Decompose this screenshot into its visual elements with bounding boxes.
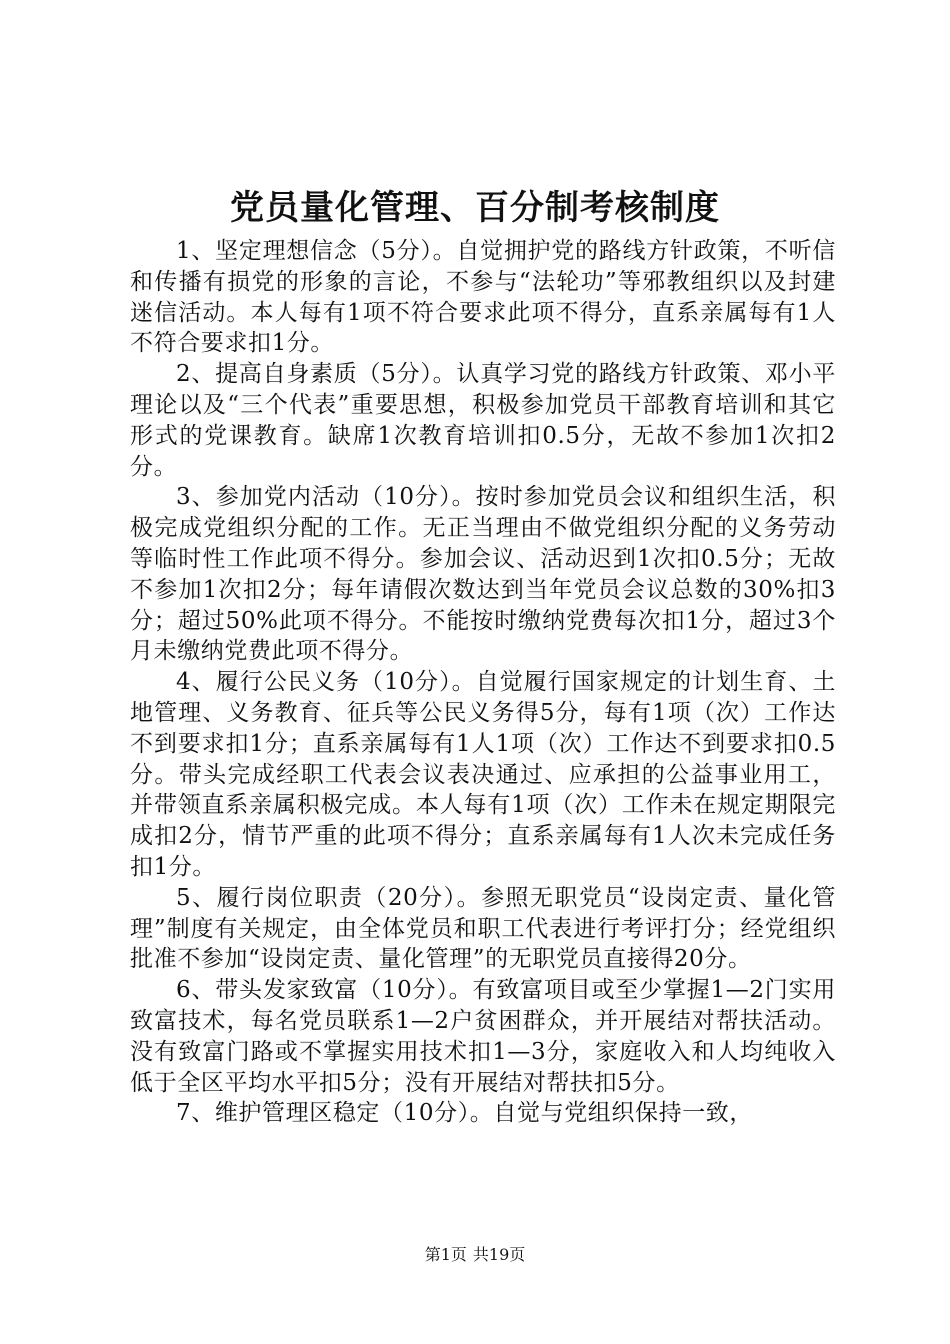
paragraph-item-2: 2、提高自身素质（5分）。认真学习党的路线方针政策、邓小平理论以及“三个代表”重要思想，积极参加党员干部教育培训和其它形式的党课教育。缺席1次教育培训扣0.5分，无故不参加1次扣2分。	[130, 361, 836, 480]
paragraph-item-4: 4、履行公民义务（10分）。自觉履行国家规定的计划生育、土地管理、义务教育、征兵等公民义务得5分，每有1项（次）工作达不到要求扣1分；直系亲属每有1人1项（次）工作达不到要求扣0.5分。带头完成经职工代表会议表决通过、应承担的公益事业用工，并带领直系亲属积极完成。本人每有1项（次）工作未在规定期限完成扣2分，情节严重的此项不得分；直系亲属每有1人次未完成任务扣1分。	[130, 669, 836, 880]
paragraph-item-7: 7、维护管理区稳定（10分）。自觉与党组织保持一致，	[176, 1100, 753, 1127]
paragraph-item-5: 5、履行岗位职责（20分）。参照无职党员“设岗定责、量化管理”制度有关规定，由全体党员和职工代表进行考评打分；经党组织批准不参加“设岗定责、量化管理”的无职党员直接得20分。	[130, 884, 836, 973]
page-number: 第1页	[424, 1245, 467, 1264]
paragraph-item-3: 3、参加党内活动（10分）。按时参加党员会议和组织生活，积极完成党组织分配的工作。无正当理由不做党组织分配的义务劳动等临时性工作此项不得分。参加会议、活动迟到1次扣0.5分；无故不参加1次扣2分；每年请假次数达到当年党员会议总数的30%扣3分；超过50%此项不得分。不能按时缴纳党费每次扣1分，超过3个月未缴纳党费此项不得分。	[130, 484, 836, 665]
paragraph-item-1: 1、坚定理想信念（5分）。自觉拥护党的路线方针政策，不听信和传播有损党的形象的言论，不参与“法轮功”等邪教组织以及封建迷信活动。本人每有1项不符合要求此项不得分，直系亲属每有1人不符合要求扣1分。	[130, 238, 836, 357]
document-body	[130, 236, 836, 1129]
page-footer	[0, 1244, 950, 1266]
document-title: 党员量化管理、百分制考核制度	[230, 188, 720, 228]
page-total: 共19页	[472, 1245, 526, 1264]
paragraph-item-6: 6、带头发家致富（10分）。有致富项目或至少掌握1—2门实用致富技术，每名党员联系1—2户贫困群众，并开展结对帮扶活动。没有致富门路或不掌握实用技术扣1—3分，家庭收入和人均纯收入低于全区平均水平扣5分；没有开展结对帮扶扣5分。	[130, 977, 836, 1096]
